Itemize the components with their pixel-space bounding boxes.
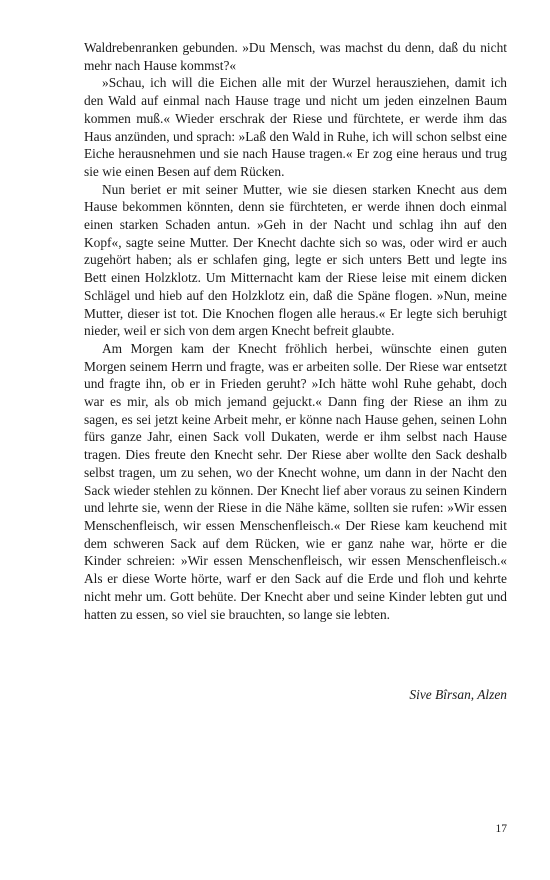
paragraph: »Schau, ich will die Eichen alle mit der Wurzel herausziehen, damit ich den Wald auf einmal nach Hause trage und nicht um jeden einzelnen Baum kommen muß.« Wieder erschrak der Riese und fürchtete, er werde ihm das Haus anzünden, und sprach: »Laß den Wald in Ruhe, ich will schon selbst eine Eiche herausnehmen und sie nach Hause tragen.« Er zog eine heraus und trug sie wie einen Besen auf dem Rücken.	[84, 75, 507, 179]
story-text	[84, 39, 507, 623]
paragraph: Nun beriet er mit seiner Mutter, wie sie diesen starken Knecht aus dem Hause bekommen könnten, denn sie fürchteten, er werde ihnen doch einmal einen starken Schaden antun. »Geh in der Nacht und schlag ihn auf den Kopf«, sagte seine Mutter. Der Knecht dachte sich so was, oder wird er auch zugehört haben; als er schlafen ging, legte er sich unters Bett und legte ins Bett einen Holzklotz. Um Mitternacht kam der Riese leise mit einem dicken Schlägel und hieb auf den Holzklotz ein, daß die Späne flogen. »Nun, meine Mutter, dieser ist tot. Die Knochen flogen alle heraus.« Er legte sich beruhigt nieder, weil er sich von dem argen Knecht befreit glaubte.	[84, 181, 507, 339]
paragraph: Am Morgen kam der Knecht fröhlich herbei, wünschte einen guten Morgen seinem Herrn und fragte, was er arbeiten solle. Der Riese war entsetzt und fragte ihn, ob er in Frieden geruht? »Ich hätte wohl Ruhe gehabt, doch war es mir, als ob mich jemand gejuckt.« Dann fing der Riese an ihm zu sagen, es sei jetzt keine Arbeit mehr, er könne nach Hause gehen, seinen Lohn fürs ganze Jahr, einen Sack voll Dukaten, werde er ihm selbst nach Hause tragen. Dies freute den Knecht sehr. Der Riese aber wollte den Sack deshalb selbst tragen, um zu sehen, wo der Knecht wohne, um dann in der Nacht den Sack wieder stehlen zu können. Der Knecht lief aber voraus zu seinen Kindern und lehrte sie, wenn der Riese in die Nähe käme, sollten sie rufen: »Wir essen Menschenfleisch, wir essen Menschenfleisch.« Der Riese kam keuchend mit dem schweren Sack auf dem Rücken, wie er ganz nahe war, hörte er die Kinder schreien: »Wir essen Menschenfleisch, wir essen Menschenfleisch.« Als er diese Worte hörte, warf er den Sack auf die Erde und floh und kehrte nicht mehr um. Gott behüte. Der Knecht aber und seine Kinder lebten gut und hatten zu essen, so viel sie brauchten, so lange sie lebten.	[84, 340, 507, 622]
paragraph-continuation: Waldrebenranken gebunden. »Du Mensch, was machst du denn, daß du nicht mehr nach Hause kommst?«	[84, 40, 507, 73]
page-number: 17	[495, 823, 507, 835]
page-content	[84, 39, 507, 623]
author-attribution: Sive Bîrsan, Alzen	[409, 687, 507, 702]
